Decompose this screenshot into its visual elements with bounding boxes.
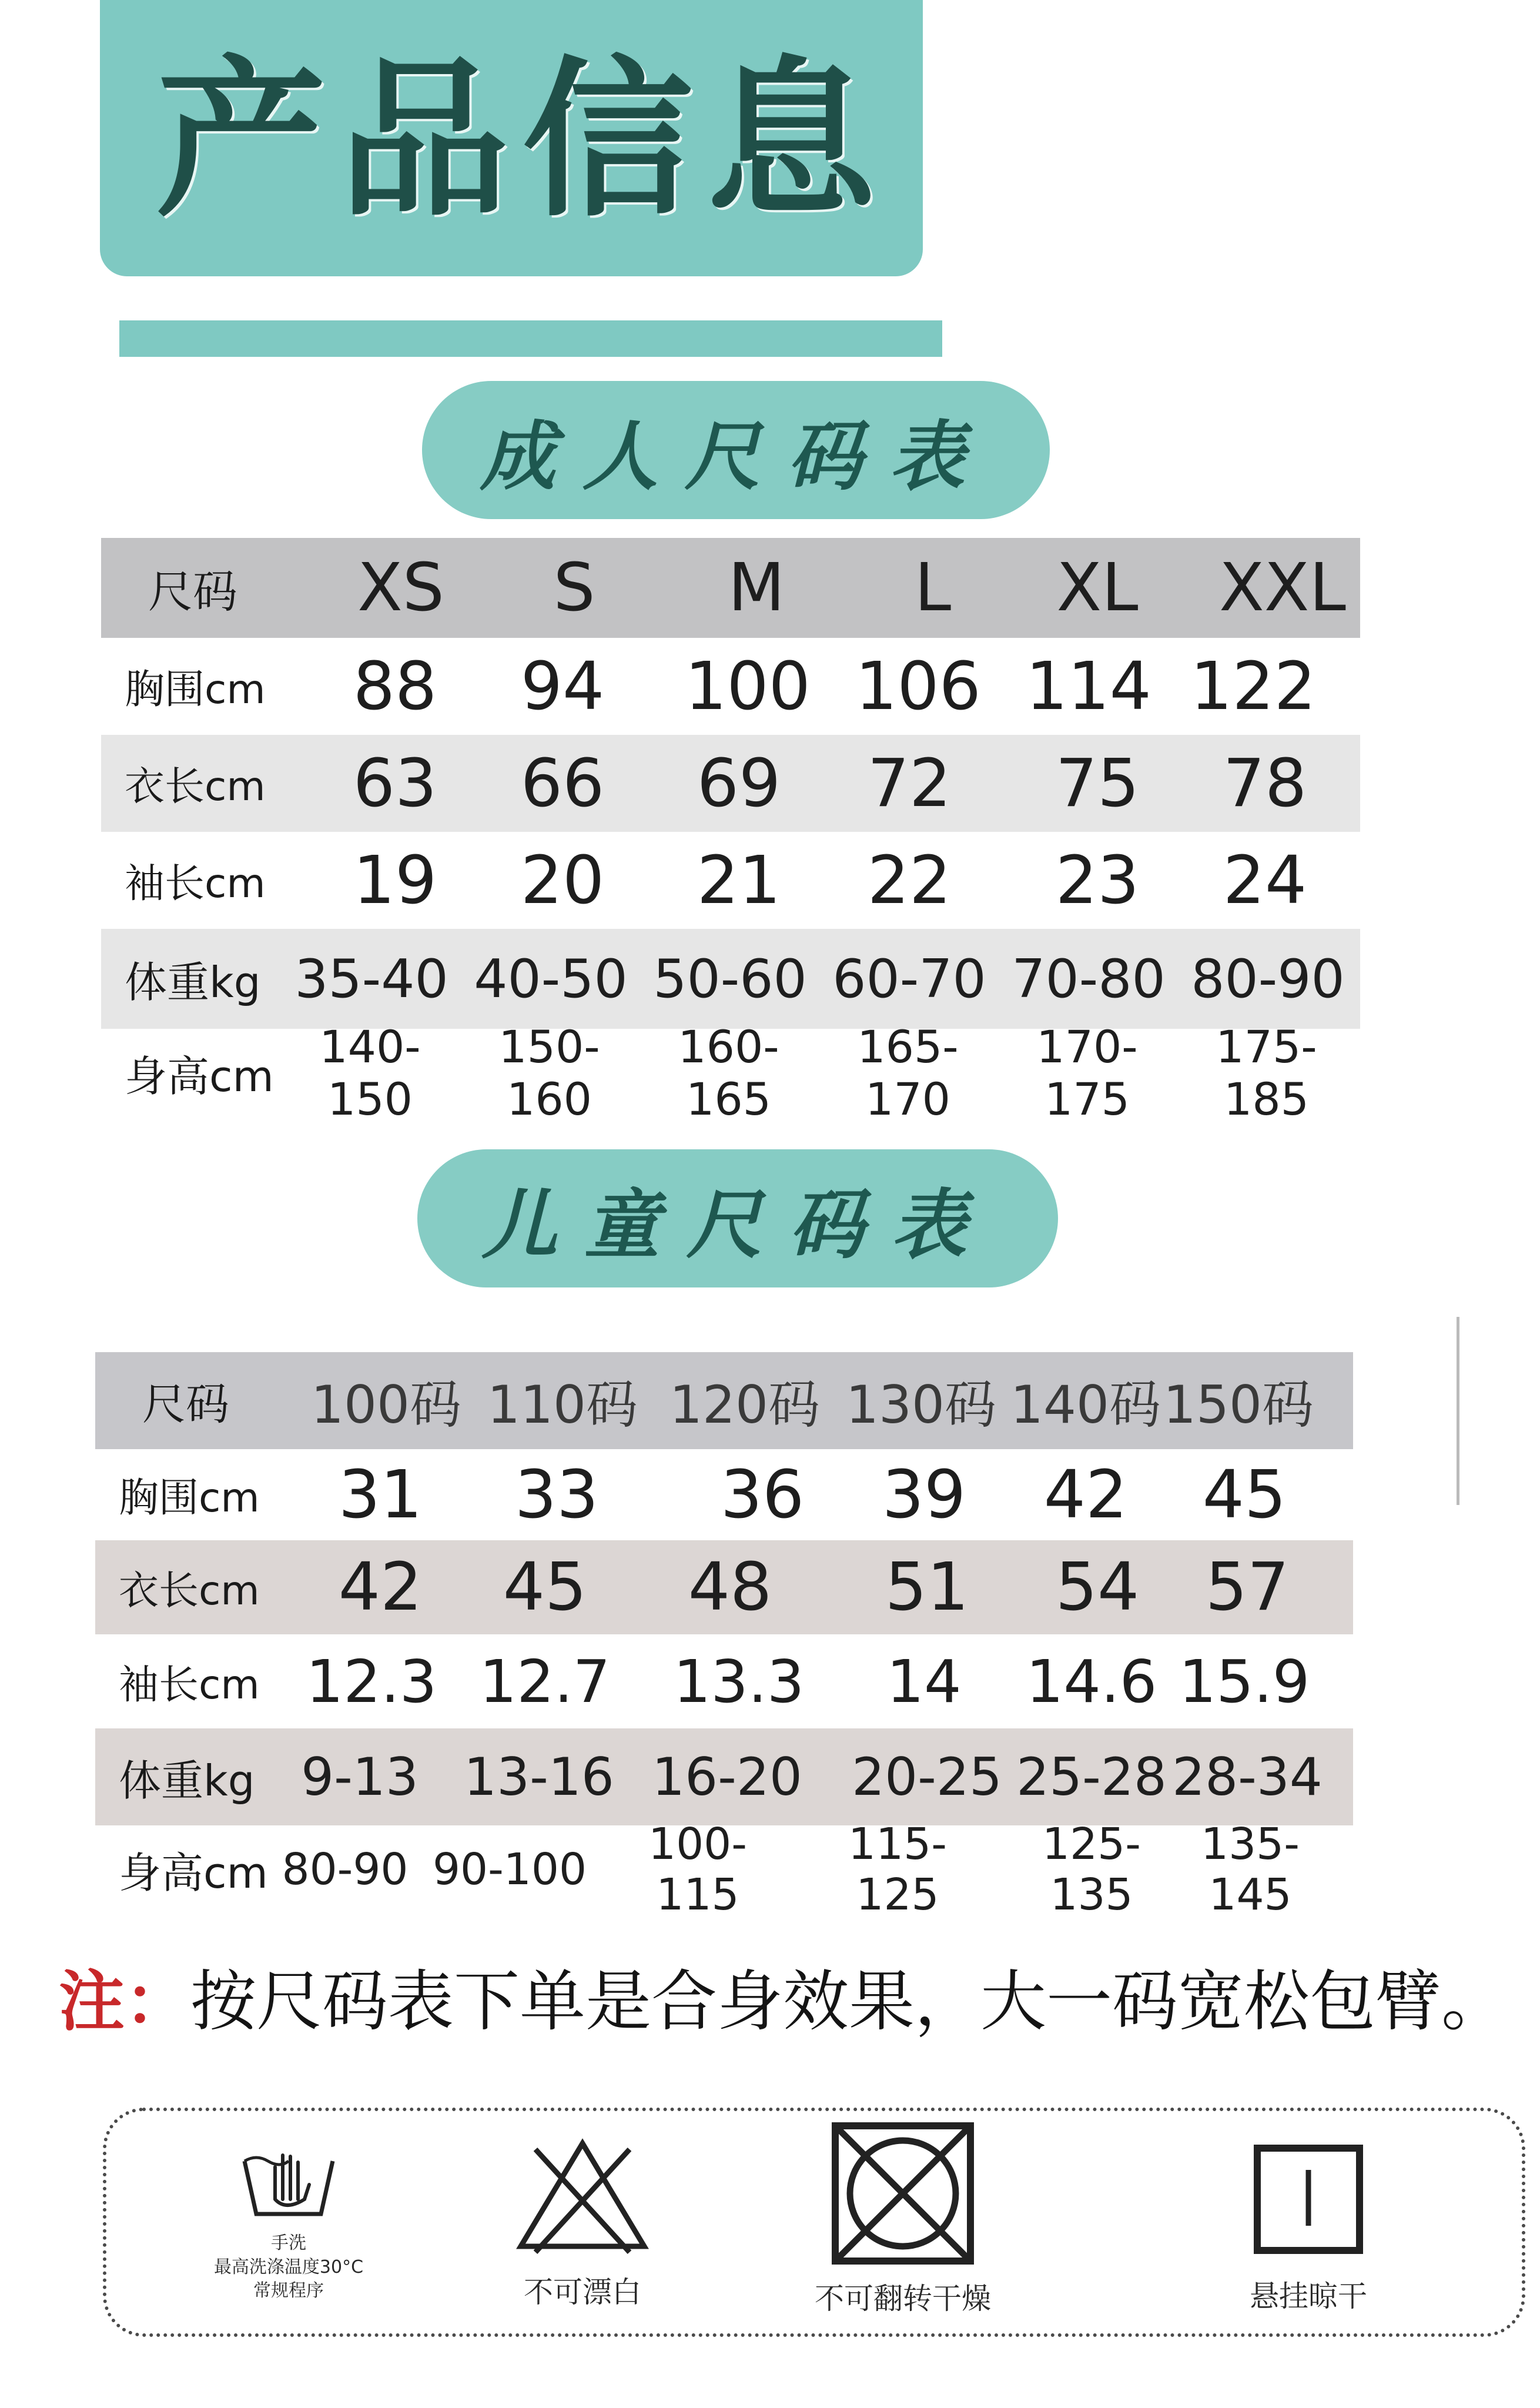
table-cell: 45	[503, 1549, 587, 1626]
table-cell: 60-70	[832, 948, 986, 1010]
table-cell: 80-90	[282, 1844, 409, 1895]
adult-header-row	[101, 538, 1360, 638]
hand-wash-icon	[239, 2143, 339, 2226]
table-cell: 165-170	[857, 1021, 959, 1125]
size-header-label: 尺码	[148, 565, 237, 618]
table-cell: 13-16	[464, 1747, 614, 1807]
table-cell: 115-125	[848, 1819, 947, 1920]
size-header-label: 尺码	[142, 1379, 229, 1430]
row-label: 体重kg	[119, 1755, 255, 1805]
hand-wash-program: 常规程序	[253, 2280, 324, 2301]
title-banner	[100, 0, 923, 276]
adult-weight-row	[101, 929, 1360, 1029]
line-dry-item	[1232, 2143, 1385, 2315]
no-tumble-dry-label: 不可翻转干燥	[815, 2282, 991, 2316]
row-label: 身高cm	[125, 1052, 274, 1101]
size-header-cell: XS	[357, 550, 444, 626]
no-bleach-item	[494, 2135, 671, 2311]
row-label: 袖长cm	[125, 861, 266, 907]
sizing-note	[59, 1949, 1507, 2044]
table-cell: 140-150	[319, 1021, 421, 1125]
table-cell: 70-80	[1012, 948, 1166, 1010]
table-cell: 50-60	[653, 948, 807, 1010]
line-dry-label: 悬挂晾干	[1250, 2279, 1367, 2313]
row-label: 体重kg	[125, 958, 261, 1007]
care-instructions-panel	[103, 2108, 1525, 2337]
row-label: 袖长cm	[119, 1661, 260, 1708]
kids-height-row	[95, 1819, 1353, 1920]
table-cell: 42	[1043, 1456, 1128, 1533]
size-header-cell: XXL	[1219, 550, 1346, 626]
hand-wash-item	[195, 2143, 383, 2303]
table-cell: 39	[882, 1456, 966, 1533]
table-cell: 24	[1223, 842, 1307, 919]
table-cell: 33	[514, 1456, 599, 1533]
adult-length-row	[101, 735, 1360, 832]
no-tumble-dry-item	[797, 2120, 1009, 2317]
table-cell: 100-115	[648, 1819, 747, 1920]
table-cell: 12.3	[306, 1647, 437, 1716]
size-header-cell: M	[728, 550, 785, 626]
table-cell: 14	[886, 1647, 962, 1716]
table-cell: 175-185	[1216, 1021, 1317, 1125]
table-cell: 160-165	[678, 1021, 779, 1125]
adult-height-row	[101, 1021, 1360, 1125]
table-cell: 25-28	[1016, 1747, 1167, 1807]
kids-sleeve-row	[95, 1634, 1353, 1728]
table-cell: 114	[1026, 648, 1151, 725]
size-header-cell: 110码	[487, 1374, 638, 1435]
table-cell: 51	[885, 1549, 969, 1626]
table-cell: 78	[1223, 745, 1307, 822]
size-header-cell: S	[553, 550, 595, 626]
size-header-cell: XL	[1056, 550, 1139, 626]
table-cell: 9-13	[301, 1747, 419, 1807]
size-header-cell: 140码	[1010, 1374, 1161, 1435]
size-header-cell: 100码	[311, 1374, 461, 1435]
table-cell: 36	[720, 1456, 805, 1533]
table-cell: 45	[1202, 1456, 1287, 1533]
adult-sleeve-row	[101, 832, 1360, 929]
table-cell: 57	[1205, 1549, 1290, 1626]
table-cell: 94	[520, 648, 605, 725]
row-label: 胸围cm	[125, 667, 266, 713]
divider-line	[1457, 1317, 1459, 1505]
table-cell: 54	[1055, 1549, 1140, 1626]
row-label: 衣长cm	[125, 764, 266, 810]
table-cell: 19	[353, 842, 437, 919]
table-cell: 28-34	[1172, 1747, 1323, 1807]
table-cell: 66	[520, 745, 605, 822]
title-underline-bar	[119, 320, 942, 357]
table-cell: 135-145	[1201, 1819, 1300, 1920]
line-dry-icon	[1253, 2143, 1364, 2255]
table-cell: 88	[353, 648, 437, 725]
kids-chest-row	[95, 1449, 1353, 1540]
kids-section-title: 儿童尺码表	[417, 1149, 1058, 1287]
kids-length-row	[95, 1540, 1353, 1634]
table-cell: 42	[338, 1549, 423, 1626]
note-text: 按尺码表下单是合身效果，大一码宽松包臂。	[190, 1964, 1507, 2040]
size-header-cell: 150码	[1163, 1374, 1314, 1435]
table-cell: 40-50	[474, 948, 628, 1010]
size-header-cell: L	[914, 550, 952, 626]
table-cell: 22	[867, 842, 952, 919]
note-label: 注：	[59, 1964, 190, 2040]
table-cell: 20	[520, 842, 605, 919]
table-cell: 80-90	[1191, 948, 1345, 1010]
table-cell: 170-175	[1036, 1021, 1138, 1125]
table-cell: 69	[697, 745, 781, 822]
table-cell: 21	[697, 842, 781, 919]
table-cell: 15.9	[1179, 1647, 1310, 1716]
table-cell: 90-100	[432, 1844, 587, 1895]
table-cell: 16-20	[652, 1747, 802, 1807]
adult-section-title: 成人尺码表	[422, 381, 1050, 519]
table-cell: 150-160	[498, 1021, 600, 1125]
no-bleach-icon	[512, 2135, 653, 2258]
table-cell: 31	[338, 1456, 423, 1533]
row-label: 胸围cm	[119, 1475, 260, 1521]
size-header-cell: 130码	[846, 1374, 996, 1435]
table-cell: 20-25	[852, 1747, 1002, 1807]
table-cell: 125-135	[1042, 1819, 1141, 1920]
table-cell: 48	[688, 1549, 772, 1626]
size-header-cell: 120码	[669, 1374, 820, 1435]
kids-header-row	[95, 1352, 1353, 1449]
no-tumble-dry-icon	[829, 2120, 976, 2267]
adult-chest-row	[101, 638, 1360, 735]
table-cell: 122	[1190, 648, 1316, 725]
table-cell: 106	[855, 648, 981, 725]
table-cell: 75	[1055, 745, 1140, 822]
hand-wash-title: 手洗	[271, 2233, 306, 2253]
table-cell: 14.6	[1026, 1647, 1157, 1716]
row-label: 身高cm	[119, 1848, 268, 1898]
page-title: 产品信息	[156, 42, 889, 240]
no-bleach-label: 不可漂白	[524, 2275, 641, 2309]
table-cell: 63	[353, 745, 437, 822]
table-cell: 35-40	[294, 948, 448, 1010]
row-label: 衣长cm	[119, 1567, 260, 1614]
table-cell: 12.7	[479, 1647, 611, 1716]
table-cell: 100	[685, 648, 811, 725]
table-cell: 72	[867, 745, 952, 822]
hand-wash-temp: 最高洗涤温度30°C	[213, 2256, 364, 2277]
table-cell: 13.3	[673, 1647, 805, 1716]
kids-weight-row	[95, 1728, 1353, 1825]
table-cell: 23	[1055, 842, 1140, 919]
